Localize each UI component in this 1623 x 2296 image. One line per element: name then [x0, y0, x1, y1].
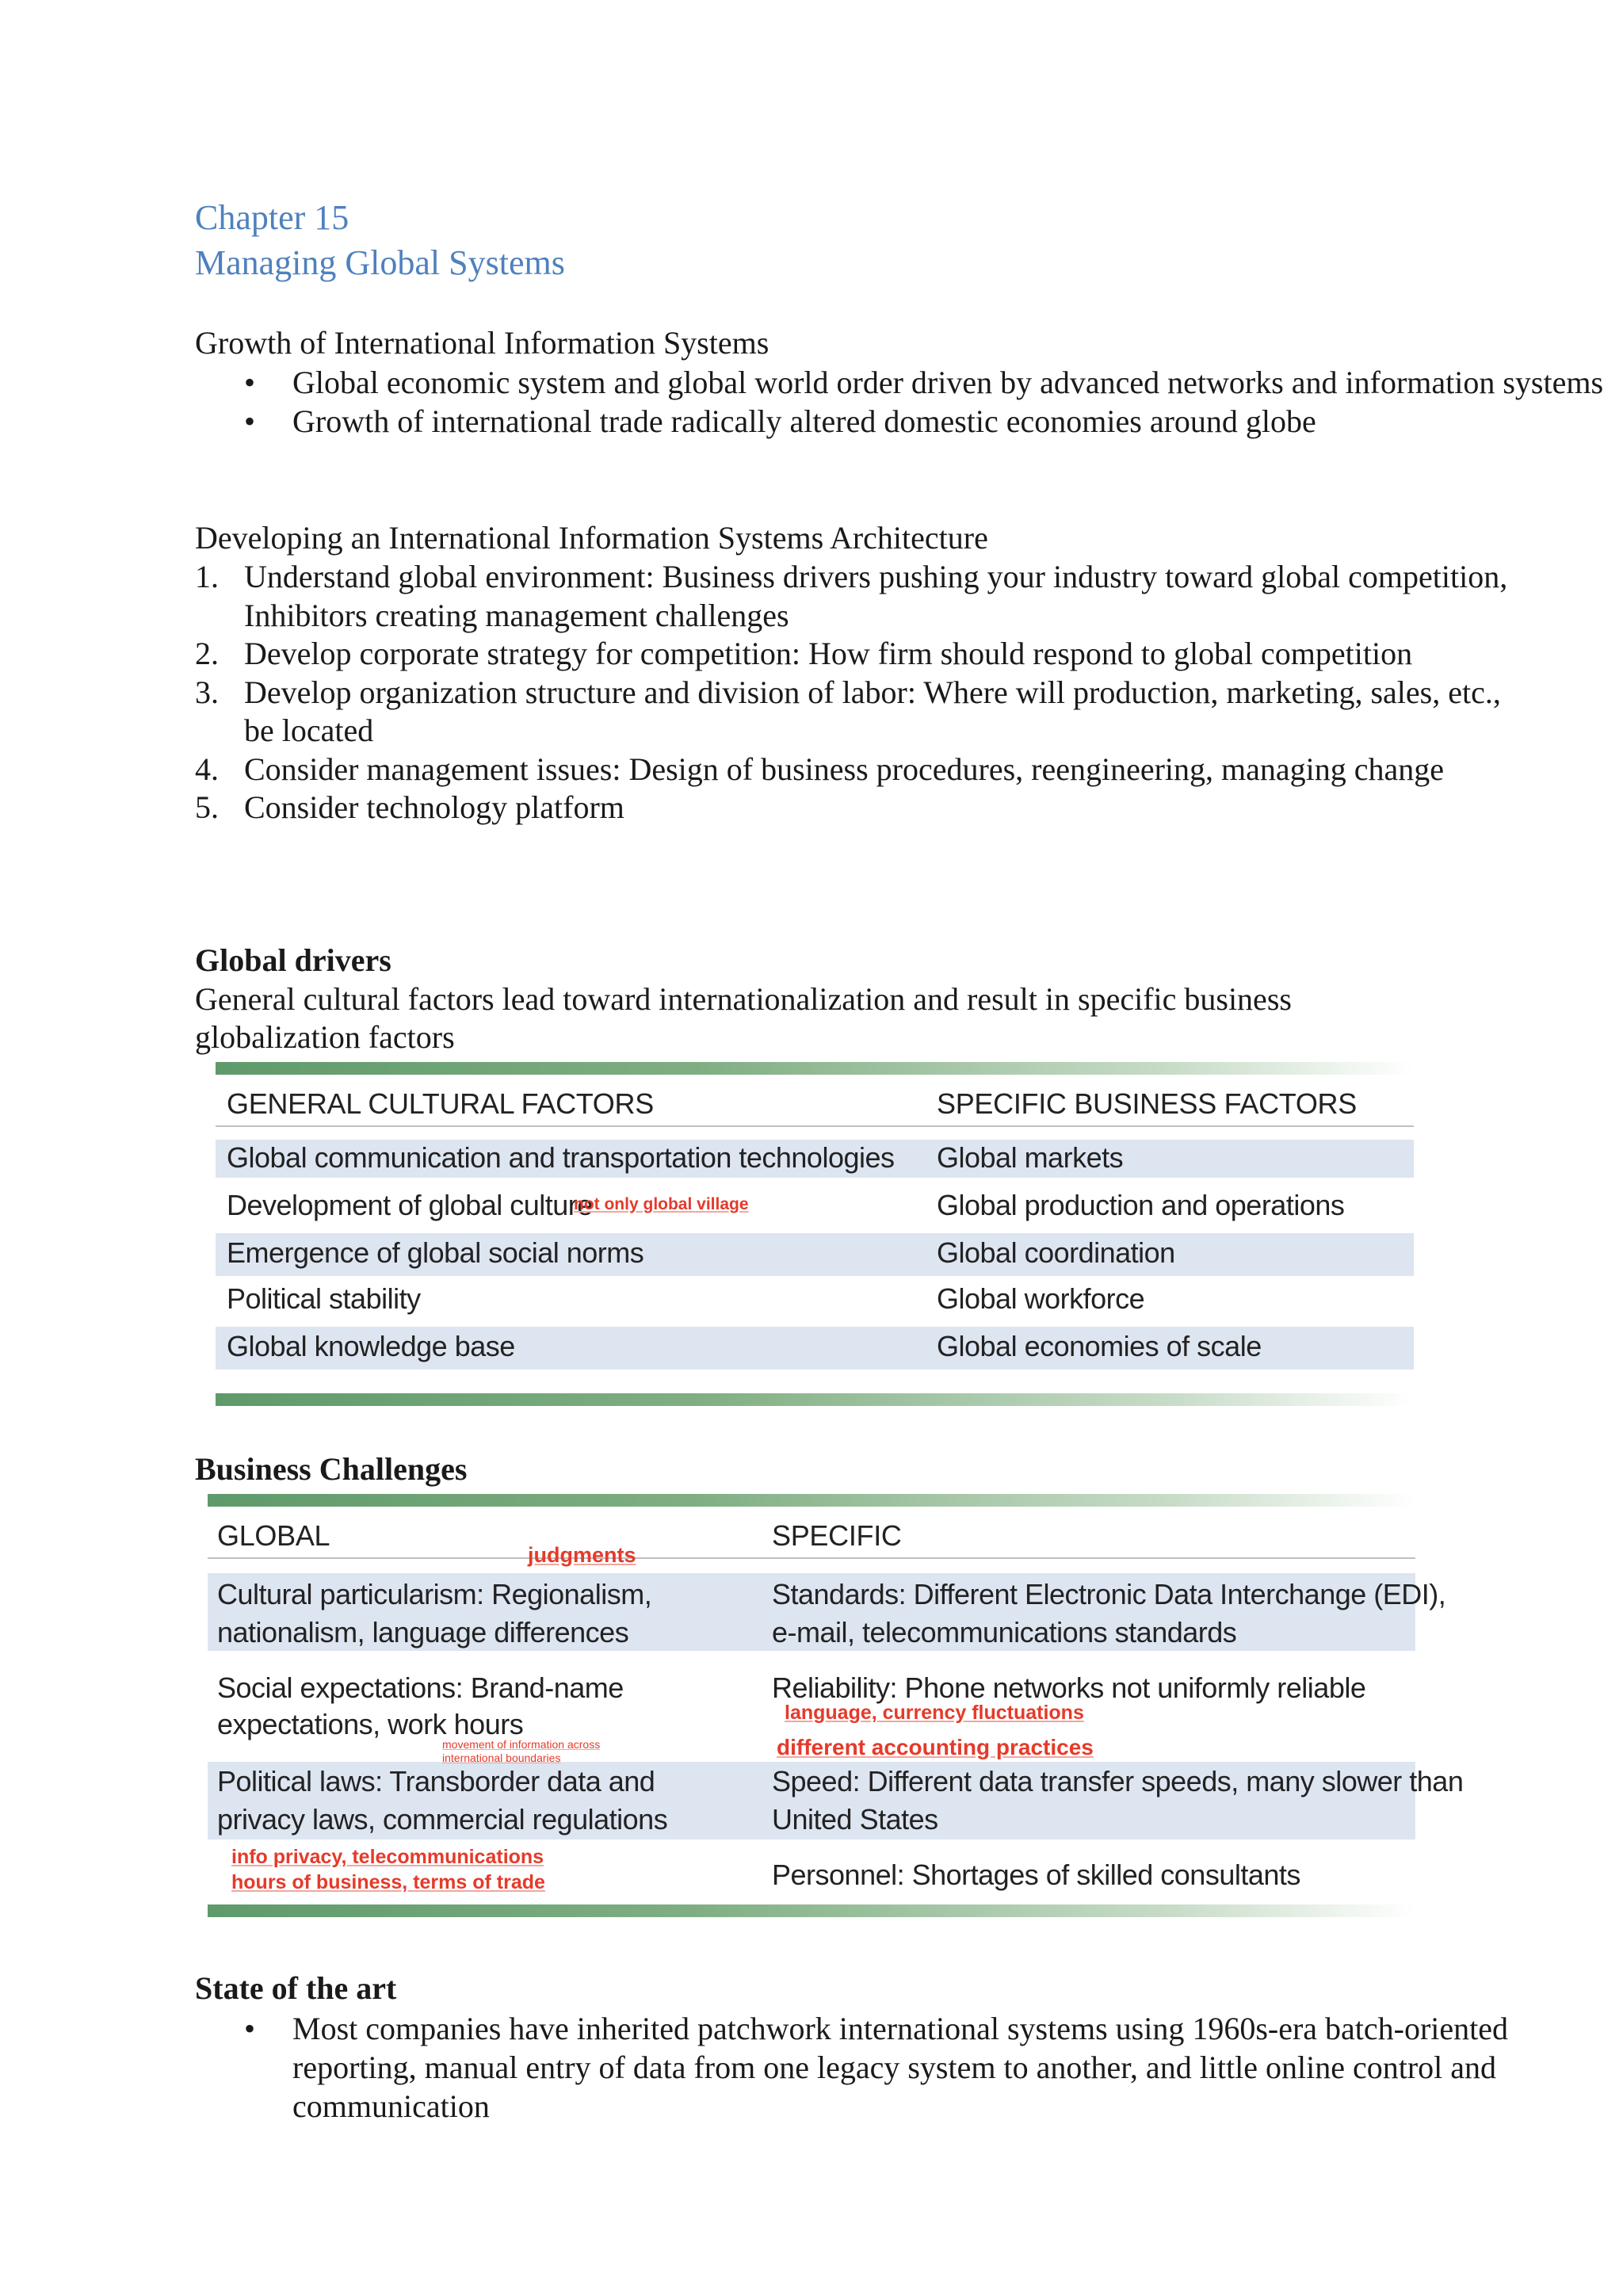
table-header-row — [216, 1075, 1414, 1127]
table-cell: privacy laws, commercial regulations — [217, 1803, 668, 1836]
challenges-heading: Business Challenges — [195, 1451, 468, 1487]
business-challenges-table — [208, 1494, 1464, 1922]
handwritten-annotation: not only global village — [574, 1195, 749, 1213]
table-cell: Reliability: Phone networks not uniformly reliable — [772, 1671, 1366, 1704]
handwritten-annotation: hours of business, terms of trade — [231, 1871, 545, 1893]
table-cell: Social expectations: Brand-name — [217, 1671, 624, 1704]
table-cell: Global workforce — [937, 1282, 1145, 1315]
table-cell: Global knowledge base — [227, 1330, 515, 1362]
table-cell: Cultural particularism: Regionalism, — [217, 1578, 652, 1610]
list-item: • Growth of international trade radically altered domestic economies around globe — [244, 403, 1316, 439]
table-cell: Global coordination — [937, 1236, 1175, 1269]
handwritten-annotation: international boundaries — [442, 1752, 561, 1764]
table-top-bar — [216, 1062, 1414, 1075]
table-cell: United States — [772, 1803, 938, 1836]
chapter-title: Managing Global Systems — [195, 243, 565, 282]
table-cell: Global production and operations — [937, 1189, 1345, 1221]
list-item: 5. Consider technology platform — [195, 789, 624, 825]
col-header-specific: SPECIFIC BUSINESS FACTORS — [937, 1087, 1357, 1120]
table-cell: Global communication and transportation technologies — [227, 1141, 895, 1174]
architecture-heading: Developing an International Information Systems Architecture — [195, 520, 988, 556]
table-cell: Standards: Different Electronic Data Interchange (EDI), — [772, 1578, 1446, 1610]
list-item: 4. Consider management issues: Design of business procedures, reengineering, managing change — [195, 751, 1445, 787]
table-cell: Global economies of scale — [937, 1330, 1262, 1362]
list-item: 3. Develop organization structure and division of labor: Where will production, marketing, sales, etc., be located — [195, 674, 1501, 748]
table-cell: Personnel: Shortages of skilled consultants — [772, 1859, 1300, 1891]
list-item: • Global economic system and global world order driven by advanced networks and information systems — [244, 365, 1604, 400]
global-drivers-table — [216, 1062, 1414, 1411]
state-bullet-list — [195, 2009, 1592, 2126]
handwritten-annotation: judgments — [528, 1543, 636, 1567]
table-header-row — [208, 1507, 1415, 1559]
table-cell: nationalism, language differences — [217, 1616, 629, 1648]
table-cell: Political stability — [227, 1282, 421, 1315]
table-cell: e-mail, telecommunications standards — [772, 1616, 1237, 1648]
table-cell: Emergence of global social norms — [227, 1236, 644, 1269]
table-cell: Development of global culture — [227, 1189, 593, 1221]
growth-bullet-list — [195, 363, 1623, 441]
list-item: 1. Understand global environment: Business drivers pushing your industry toward global competition, Inhibitors creating management challenges — [195, 559, 1508, 633]
table-cell: Political laws: Transborder data and — [217, 1765, 655, 1797]
handwritten-annotation: different accounting practices — [777, 1735, 1094, 1759]
col-header-general: GENERAL CULTURAL FACTORS — [227, 1087, 654, 1120]
table-cell: Global markets — [937, 1141, 1124, 1174]
state-heading: State of the art — [195, 1970, 397, 2006]
list-item: • Most companies have inherited patchwork international systems using 1960s-era batch-oriented reporting, manual entry of data from one legacy system to another, and little online control and communication — [244, 2011, 1509, 2124]
drivers-heading: Global drivers — [195, 942, 391, 978]
drivers-text: General cultural factors lead toward internationalization and result in specific business globalization factors — [195, 981, 1292, 1055]
handwritten-annotation: language, currency fluctuations — [785, 1702, 1084, 1724]
chapter-number: Chapter 15 — [195, 198, 349, 237]
architecture-step-list — [195, 558, 1528, 827]
table-top-bar — [208, 1494, 1415, 1507]
list-item: 2. Develop corporate strategy for competition: How firm should respond to global competition — [195, 636, 1413, 671]
table-bottom-bar — [208, 1904, 1415, 1917]
table-cell: Speed: Different data transfer speeds, many slower than — [772, 1765, 1464, 1797]
handwritten-annotation: info privacy, telecommunications — [231, 1846, 544, 1868]
growth-heading: Growth of International Information Systems — [195, 325, 769, 361]
table-bottom-bar — [216, 1393, 1414, 1406]
handwritten-annotation: movement of information across — [442, 1738, 601, 1751]
table-cell: expectations, work hours — [217, 1708, 524, 1740]
col-header-specific: SPECIFIC — [772, 1519, 902, 1552]
col-header-global: GLOBAL — [217, 1519, 330, 1552]
